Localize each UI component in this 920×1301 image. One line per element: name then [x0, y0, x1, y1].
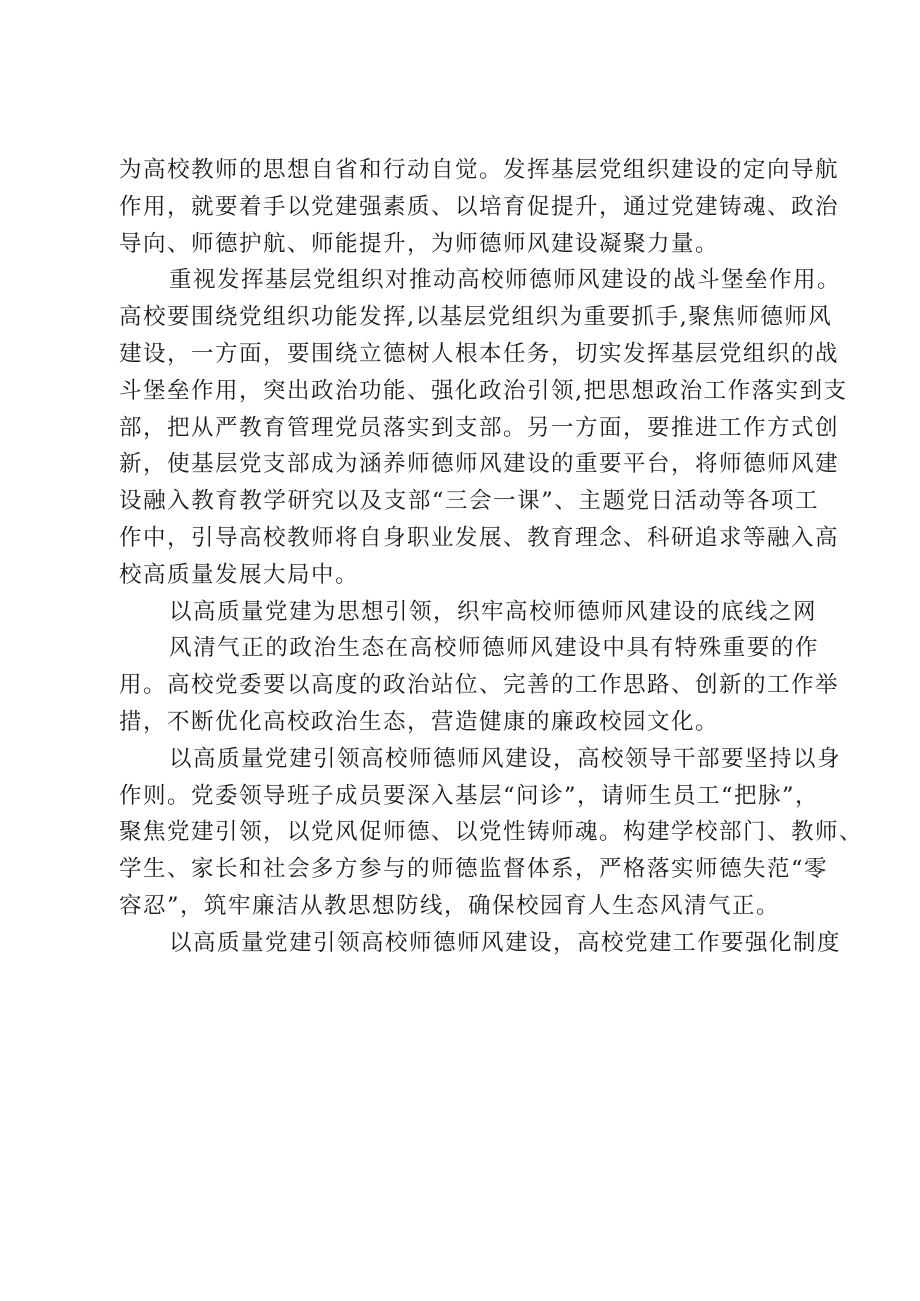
document-body: [119, 152, 864, 962]
paragraph-2-line-4: 斗堡垒作用，突出政治功能、强化政治引领,把思想政治工作落实到支: [119, 377, 848, 404]
paragraph-5-line-2: 作则。党委领导班子成员要深入基层“问诊”，请师生员工“把脉”，: [119, 782, 820, 809]
paragraph-1-line-1: 为高校教师的思想自省和行动自觉。发挥基层党组织建设的定向导航: [119, 157, 840, 183]
paragraph-2-line-2: 高校要围绕党组织功能发挥,以基层党组织为重要抓手,聚焦师德师风: [119, 304, 833, 331]
paragraph-2: [119, 262, 848, 593]
paragraph-4-line-2: 用。高校党委要以高度的政治站位、完善的工作思路、创新的工作举: [119, 672, 840, 699]
paragraph-5-line-5: 容忍”，筑牢廉洁从教思想防线，确保校园育人生态风清气正。: [119, 892, 781, 919]
paragraph-4: [119, 630, 840, 740]
paragraph-1-line-3: 导向、师德护航、师能提升，为师德师风建设凝聚力量。: [119, 230, 720, 257]
paragraph-4-line-3: 措，不断优化高校政治生态，营造健康的廉政校园文化。: [119, 708, 720, 735]
section-heading-line: 以高质量党建为思想引领，织牢高校师德师风建设的底线之网: [169, 598, 818, 625]
paragraph-2-line-8: 作中，引导高校教师将自身职业发展、教育理念、科研追求等融入高: [119, 524, 840, 551]
paragraph-4-line-1: 风清气正的政治生态在高校师德师风建设中具有特殊重要的作: [169, 635, 819, 662]
paragraph-2-line-1: 重视发挥基层党组织对推动高校师德师风建设的战斗堡垒作用。: [169, 267, 842, 294]
paragraph-2-line-9: 校高质量发展大局中。: [119, 561, 360, 588]
paragraph-6: [119, 925, 842, 962]
paragraph-2-line-7: 设融入教育教学研究以及支部“三会一课”、主题党日活动等各项工: [119, 488, 819, 515]
paragraph-1-line-2: 作用，就要着手以党建强素质、以培育促提升，通过党建铸魂、政治: [119, 193, 840, 220]
paragraph-6-line-1: 以高质量党建引领高校师德师风建设，高校党建工作要强化制度: [169, 929, 842, 956]
paragraph-2-line-3: 建设，一方面，要围绕立德树人根本任务，切实发挥基层党组织的战: [119, 340, 840, 367]
paragraph-5: [119, 741, 864, 925]
paragraph-5-line-4: 学生、家长和社会多方参与的师德监督体系，严格落实师德失范“零: [119, 856, 829, 883]
paragraph-2-line-5: 部，把从严教育管理党员落实到支部。另一方面，要推进工作方式创: [119, 414, 840, 441]
paragraph-5-line-1: 以高质量党建引领高校师德师风建设，高校领导干部要坚持以身: [169, 745, 842, 772]
paragraph-1: [119, 152, 840, 262]
paragraph-5-line-3: 聚焦党建引领，以党风促师德、以党性铸师魂。构建学校部门、教师、: [119, 819, 864, 846]
section-heading: [119, 594, 819, 631]
paragraph-2-line-6: 新，使基层党支部成为涵养师德师风建设的重要平台，将师德师风建: [119, 451, 840, 478]
